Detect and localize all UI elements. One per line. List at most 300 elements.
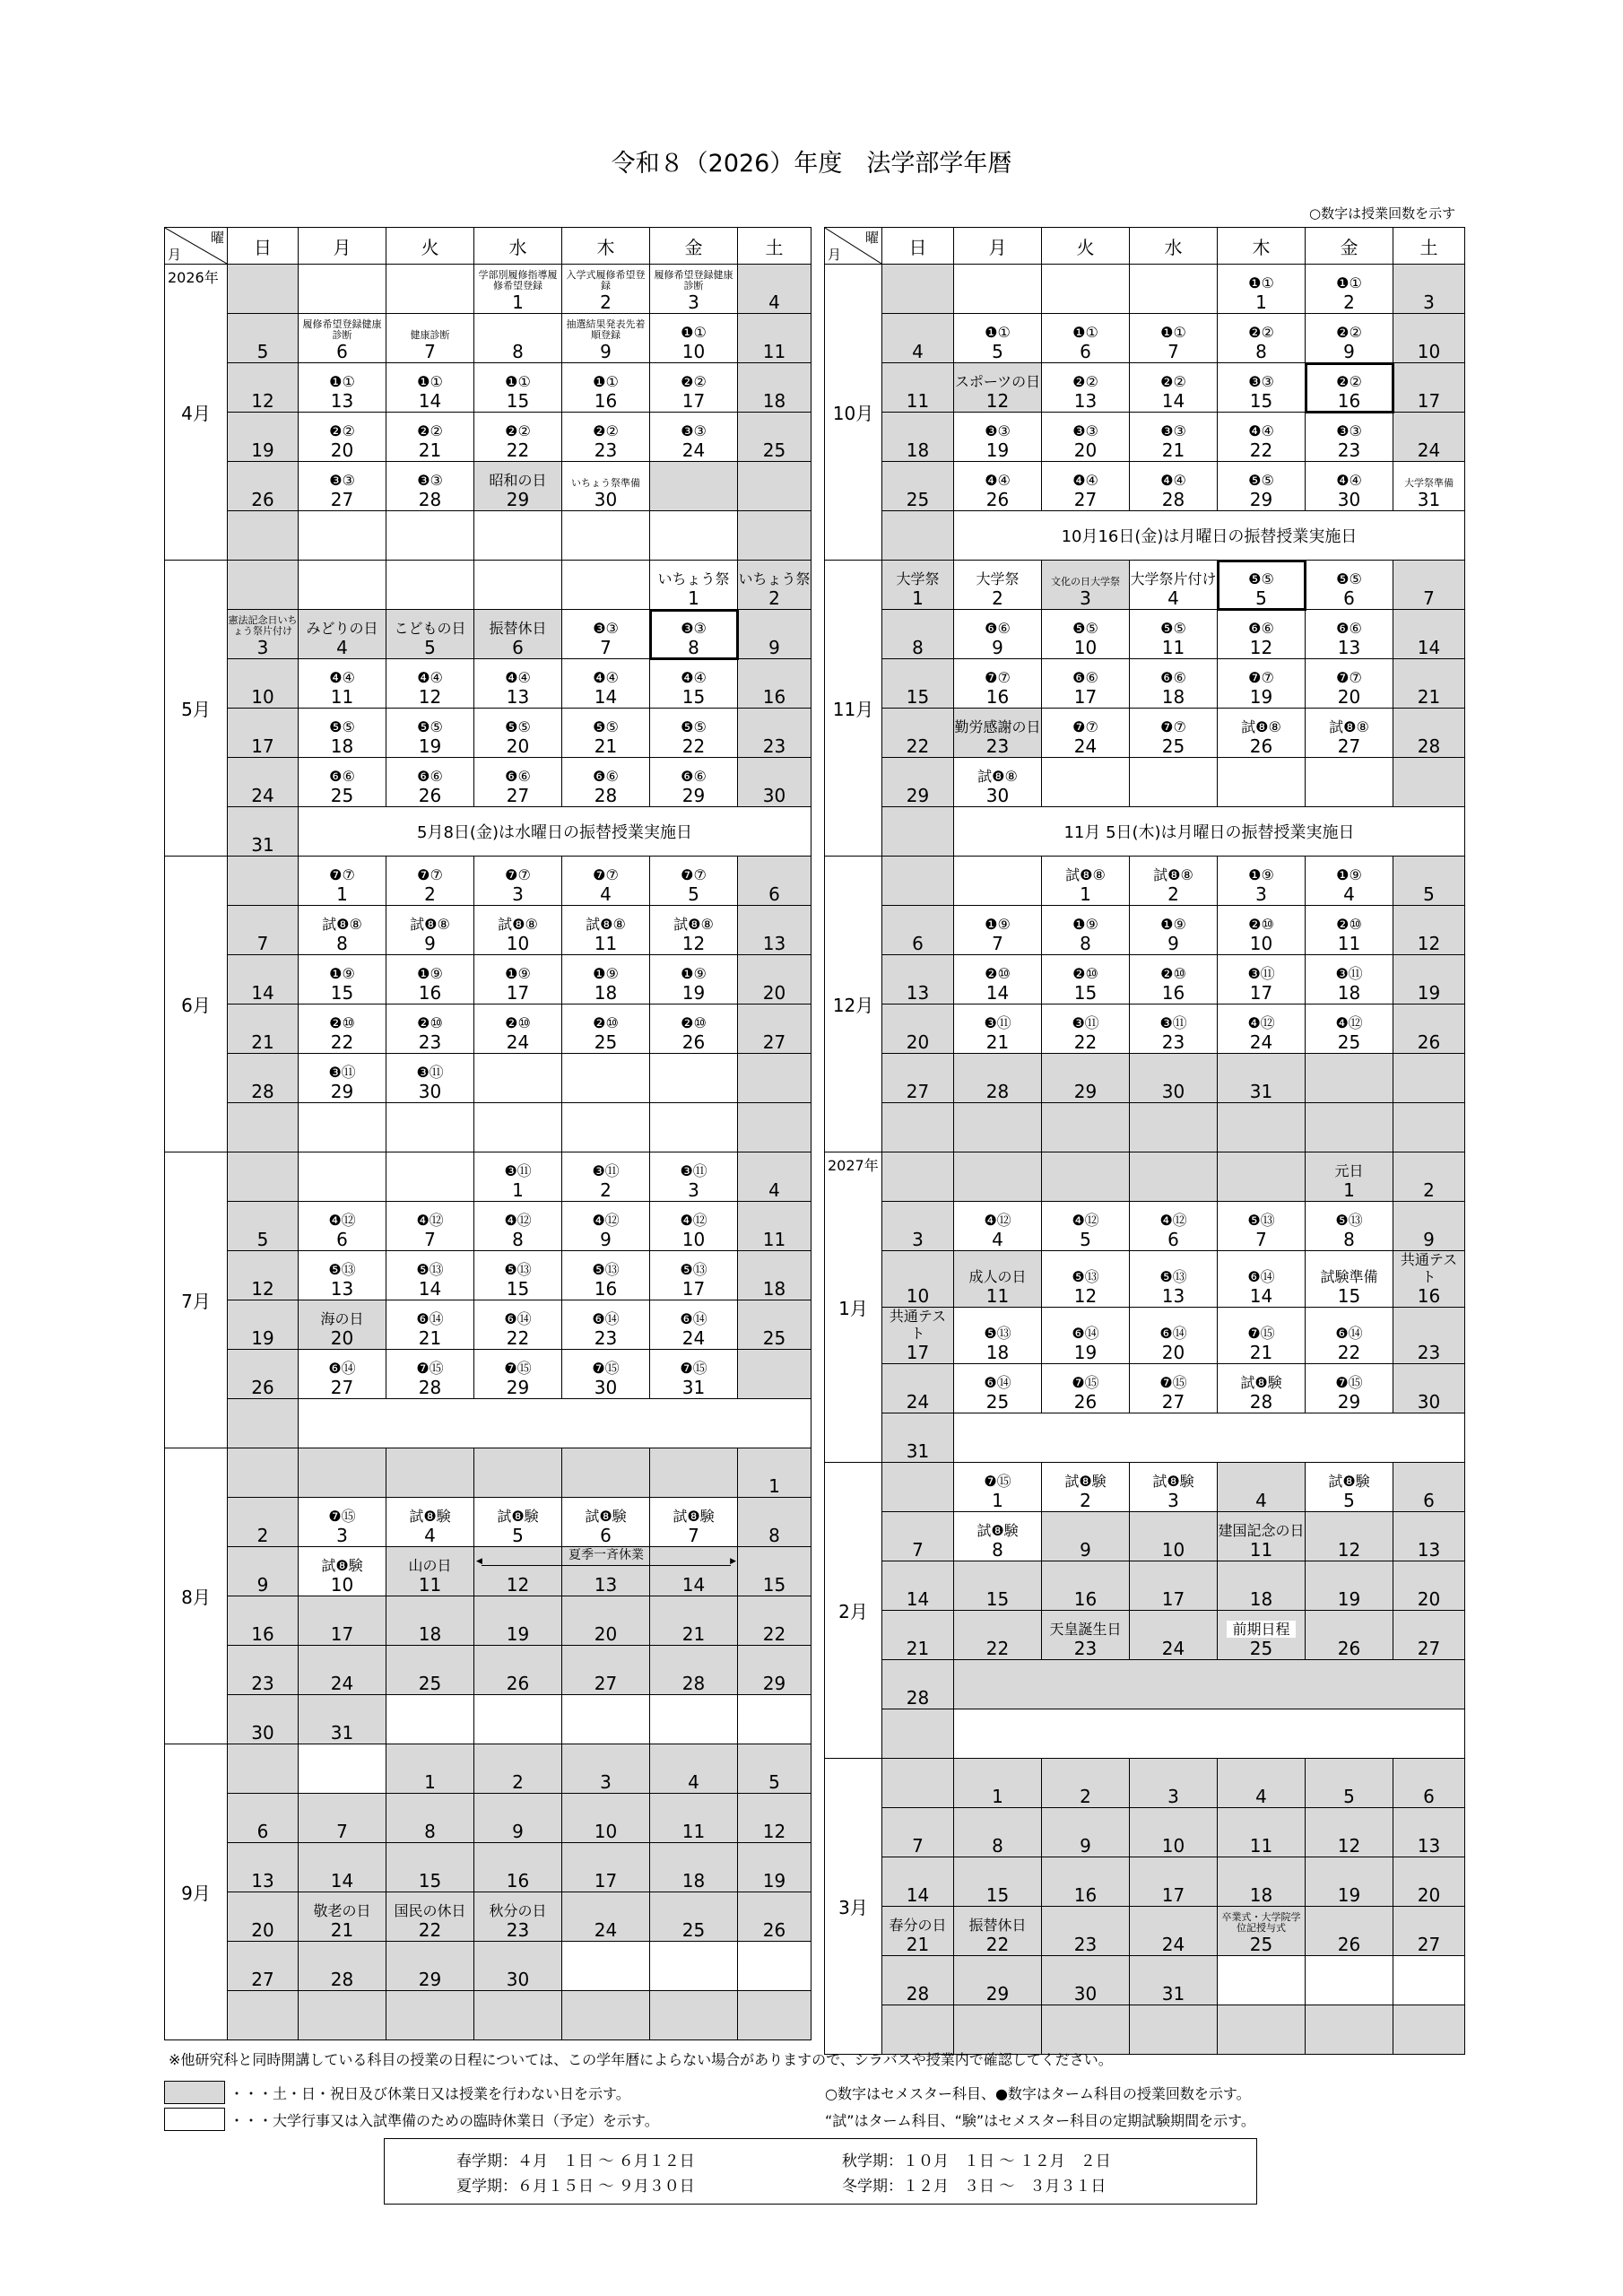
day-number: 5 [992,341,1003,362]
day-number: 9 [1343,341,1355,362]
day-cell [1393,1251,1465,1308]
day-number: 7 [424,1229,436,1250]
day-cell [1306,1561,1393,1611]
day-cell [386,1251,474,1300]
day-event: ❻⑥ [593,768,619,785]
day-number: 30 [1337,489,1361,510]
day-number: 2 [1423,1179,1435,1201]
corner-cell [165,228,228,265]
day-number: 23 [418,1031,442,1053]
day-event: 春分の日 [889,1917,947,1934]
day-number: 26 [251,1377,274,1398]
day-number: 22 [985,1934,1010,1955]
calendar-week-row [165,906,812,955]
day-cell [562,511,650,561]
day-number: 30 [1073,1983,1098,2005]
day-number: 17 [681,1278,706,1300]
day-cell [954,1251,1042,1308]
day-cell [386,462,474,511]
day-event: 大学祭 [896,570,940,587]
day-number: 8 [1080,933,1091,954]
day-cell [562,1004,650,1054]
day-event: 振替休日 [968,1917,1027,1934]
day-number: 3 [256,637,269,658]
day-number: 15 [1073,982,1098,1004]
day-cell [650,1646,738,1695]
day-event: 元日 [1334,1162,1364,1179]
day-number: 17 [1417,390,1441,412]
day-cell [1393,1364,1465,1413]
day-event: ❷② [1336,324,1362,341]
day-number: 10 [594,1821,618,1842]
day-cell [1393,659,1465,709]
day-event: ❷② [1072,373,1098,390]
day-cell [1306,1202,1393,1251]
day-cell [1130,1857,1218,1907]
day-event: いちょう祭 [657,570,730,587]
day-number: 16 [506,1870,530,1892]
day-cell [882,758,954,807]
day-cell [1042,2005,1130,2055]
day-cell [228,1991,299,2040]
day-number: 22 [1073,1031,1098,1053]
day-cell [474,1744,562,1794]
day-number: 26 [506,1673,530,1694]
calendar-week-row [165,1251,812,1300]
day-number: 3 [1080,587,1091,609]
day-number: 9 [600,341,612,362]
month-label [825,1759,882,2055]
day-number: 26 [251,489,274,510]
day-number: 23 [506,1919,530,1941]
day-cell [1218,906,1306,955]
day-number: 15 [506,1278,530,1300]
day-event: ❻⑥ [417,768,443,785]
day-cell [1130,1512,1218,1561]
day-cell [474,709,562,758]
day-number: 7 [912,1835,924,1857]
day-cell [954,1413,1465,1463]
day-number: 20 [330,1327,354,1349]
day-cell [738,1202,812,1251]
day-cell [562,1942,650,1991]
day-cell [954,462,1042,511]
day-cell [1218,1054,1306,1103]
day-cell [474,511,562,561]
day-cell [650,1695,738,1744]
day-cell [1130,1759,1218,1808]
day-cell [954,659,1042,709]
day-cell [738,265,812,314]
day-number: 3 [512,883,524,905]
day-number: 2 [1080,1490,1091,1511]
day-cell [1130,2005,1218,2055]
day-cell [562,1794,650,1843]
day-cell [1306,857,1393,906]
day-cell [299,265,386,314]
day-cell [1042,1004,1130,1054]
day-cell [954,1054,1042,1103]
day-event: 夏季一斉休業 [568,1548,644,1562]
day-cell [1042,1759,1130,1808]
day-number: 14 [418,1278,442,1300]
day-number: 27 [1417,1934,1441,1955]
day-number: 14 [330,1870,354,1892]
day-number: 26 [1337,1934,1361,1955]
day-number: 18 [1161,686,1185,708]
day-number: 2 [600,1179,612,1201]
day-number: 31 [1249,1081,1273,1102]
calendar-week-row [825,610,1465,659]
day-event: ❻⑥ [1160,669,1186,686]
day-number: 16 [1337,390,1361,412]
day-number: 29 [506,1377,530,1398]
day-number: 23 [1073,1934,1098,1955]
day-number: 13 [1417,1539,1441,1561]
day-number: 18 [985,1342,1010,1363]
day-cell [299,906,386,955]
calendar-week-row [165,1202,812,1251]
day-number: 26 [1417,1031,1441,1053]
day-cell [954,955,1042,1004]
term-summer: 夏学期：６月１５日 ～ ９月３０日 [456,2178,695,2196]
day-event: ❷⑩ [593,1014,619,1031]
day-event: ❻⑭ [1247,1268,1275,1285]
day-cell [882,1004,954,1054]
day-number: 4 [768,291,780,313]
corner-month-label: 月 [168,247,182,263]
day-cell [299,1152,386,1202]
day-number: 30 [1161,1081,1185,1102]
calendar-week-row [165,1547,812,1596]
weekday-header: 日 [228,228,299,265]
day-event: 入学式履修希望登録 [566,269,646,291]
day-number: 29 [762,1673,786,1694]
day-cell [228,955,299,1004]
day-event: 試❽験 [497,1508,539,1525]
day-event: ❻⑭ [1072,1325,1099,1342]
day-event: ❸③ [1336,422,1362,439]
day-cell [1218,1907,1306,1956]
calendar-week-row [825,561,1465,610]
day-number: 15 [506,390,530,412]
day-event: 試❽⑧ [410,916,450,933]
day-event: ❼⑮ [680,1360,707,1377]
day-cell [228,1794,299,1843]
day-cell [1393,413,1465,462]
day-cell [474,1498,562,1547]
day-cell [1393,906,1465,955]
day-cell [1218,561,1306,610]
day-event: ❻⑭ [1159,1325,1187,1342]
calendar-week-row [165,1399,812,1448]
day-cell [562,1103,650,1152]
day-event: ❻⑭ [984,1374,1011,1391]
day-cell [954,1103,1042,1152]
day-number: 1 [688,587,699,609]
weekday-header: 月 [954,228,1042,265]
day-number: 11 [1249,1539,1273,1561]
day-number: 31 [330,1722,354,1744]
corner-cell [825,228,882,265]
legend-gray-box [164,2081,225,2104]
day-number: 12 [251,390,274,412]
day-cell [1042,1956,1130,2005]
calendar-week-row [825,1759,1465,1808]
calendar-left [164,227,812,2040]
day-number: 17 [1073,686,1098,708]
day-number: 26 [418,785,442,806]
day-number: 25 [1161,735,1185,757]
day-event: ❶① [593,373,619,390]
day-number: 15 [985,1588,1010,1610]
day-number: 27 [330,1377,354,1398]
day-cell [1306,1308,1393,1364]
day-cell [228,758,299,807]
day-cell [228,1350,299,1399]
day-event: 試❽⑧ [977,768,1018,785]
day-cell [1393,2005,1465,2055]
day-cell [562,1251,650,1300]
day-number: 11 [762,341,786,362]
month-label [165,561,228,857]
day-cell [1042,1512,1130,1561]
month-name: 6月 [181,995,211,1016]
day-cell [474,1646,562,1695]
day-number: 21 [1417,686,1441,708]
day-event: 憲法記念日いちょう祭片付け [228,614,298,637]
day-number: 21 [594,735,618,757]
day-number: 30 [418,1081,442,1102]
day-event: ❻⑥ [1248,620,1274,637]
day-number: 29 [1249,489,1273,510]
day-number: 5 [424,637,436,658]
day-number: 25 [1337,1031,1361,1053]
day-number: 6 [256,1821,269,1842]
day-cell [882,1251,954,1308]
day-number: 2 [256,1525,269,1546]
day-number: 5 [688,883,699,905]
day-cell [650,363,738,413]
day-cell [386,1892,474,1942]
day-number: 31 [251,834,274,856]
day-number: 15 [330,982,354,1004]
day-event: ❻⑭ [592,1310,620,1327]
day-number: 4 [912,341,924,362]
day-cell [1218,709,1306,758]
day-event: ❷⑩ [417,1014,443,1031]
day-cell [650,1991,738,2040]
year-label: 2027年 [828,1157,879,1174]
day-number: 10 [681,341,706,362]
day-cell [650,511,738,561]
day-cell [228,1202,299,1251]
day-number: 3 [912,1229,924,1250]
calendar-week-row [825,659,1465,709]
day-event: ❸③ [681,620,707,637]
day-cell [562,363,650,413]
day-cell [954,1857,1042,1907]
day-event: ❼⑮ [1247,1325,1275,1342]
day-number: 29 [1073,1081,1098,1102]
day-event: 海の日 [320,1310,364,1327]
day-cell [299,462,386,511]
day-event: ❼⑮ [1072,1374,1099,1391]
day-event: ❶① [1072,324,1098,341]
calendar-week-row [165,413,812,462]
day-number: 18 [906,439,930,461]
day-number: 17 [906,1342,930,1363]
day-number: 28 [330,1969,354,1990]
day-cell [386,1103,474,1152]
day-number: 23 [594,1327,618,1349]
day-number: 16 [594,390,618,412]
day-cell [228,363,299,413]
calendar-week-row [825,1660,1465,1709]
day-cell [228,1300,299,1350]
month-name: 11月 [832,699,874,720]
day-number: 22 [762,1623,786,1645]
day-event: 共通テスト [1400,1251,1458,1285]
day-event: スポーツの日 [954,373,1041,390]
day-event: ❹④ [681,669,707,686]
day-cell [474,610,562,659]
day-number: 20 [906,1031,930,1053]
day-cell [1042,709,1130,758]
day-number: 27 [330,489,354,510]
day-cell [474,1892,562,1942]
day-number: 15 [681,686,706,708]
day-cell [1393,1308,1465,1364]
day-event: 成人の日 [968,1268,1027,1285]
day-cell [650,561,738,610]
day-cell [562,955,650,1004]
day-number: 16 [985,686,1010,708]
day-cell [1130,1561,1218,1611]
day-number: 24 [594,1919,618,1941]
day-number: 13 [330,390,354,412]
day-number: 13 [762,933,786,954]
day-event: 大学祭片付け [1130,570,1217,587]
day-number: 16 [1161,982,1185,1004]
day-cell [299,955,386,1004]
day-cell [738,1300,812,1350]
day-cell [1218,314,1306,363]
day-number: 17 [1161,1884,1185,1906]
day-number: 7 [600,637,612,658]
day-number: 3 [1255,883,1267,905]
day-number: 8 [1255,341,1267,362]
day-number: 25 [1249,1638,1273,1659]
day-number: 28 [418,489,442,510]
day-number: 18 [594,982,618,1004]
day-cell [1306,1808,1393,1857]
day-number: 31 [1161,1983,1185,2005]
day-cell [738,1054,812,1103]
calendar-week-row [165,758,812,807]
day-number: 22 [1337,1342,1361,1363]
day-cell [474,1350,562,1399]
day-event: ❺⑤ [1160,620,1186,637]
day-number: 30 [1417,1391,1441,1413]
day-cell [1042,413,1130,462]
day-number: 10 [506,933,530,954]
day-number: 21 [251,1031,274,1053]
calendar-week-row [165,1892,812,1942]
day-cell [738,758,812,807]
day-event: ❼⑮ [592,1360,620,1377]
day-cell [299,1350,386,1399]
day-cell [882,1660,954,1709]
day-cell [738,955,812,1004]
day-number: 14 [985,982,1010,1004]
calendar-week-row [825,363,1465,413]
day-number: 24 [906,1391,930,1413]
day-cell [1306,1152,1393,1202]
day-event: ❸③ [985,422,1011,439]
day-cell [228,807,299,857]
day-cell [882,1364,954,1413]
day-cell [1218,1956,1306,2005]
day-number: 16 [251,1623,274,1645]
day-cell [474,1991,562,2040]
day-number: 18 [1337,982,1361,1004]
day-number: 7 [992,933,1003,954]
day-number: 21 [1249,1342,1273,1363]
day-cell [1042,1152,1130,1202]
calendar-week-row [825,462,1465,511]
day-number: 28 [1417,735,1441,757]
day-number: 30 [762,785,786,806]
day-number: 9 [600,1229,612,1250]
day-number: 12 [681,933,706,954]
day-number: 14 [681,1574,706,1596]
day-number: 20 [506,735,530,757]
day-cell [882,1103,954,1152]
day-cell [299,1448,386,1498]
day-cell [1042,610,1130,659]
calendar-week-row [825,709,1465,758]
day-cell [1306,1054,1393,1103]
day-number: 5 [256,341,269,362]
day-cell [738,857,812,906]
day-number: 3 [1167,1490,1179,1511]
day-number: 27 [1417,1638,1441,1659]
day-cell [954,906,1042,955]
calendar-week-row [165,1103,812,1152]
day-cell [474,1448,562,1498]
day-cell [650,1498,738,1547]
calendar-week-row [825,906,1465,955]
day-number: 19 [762,1870,786,1892]
month-label [825,857,882,1152]
day-number: 27 [1073,489,1098,510]
day-cell [650,709,738,758]
day-number: 4 [1167,587,1179,609]
day-number: 6 [336,341,348,362]
calendar-week-row [825,1956,1465,2005]
calendar-week-row [825,1907,1465,1956]
day-event: ❸③ [1160,422,1186,439]
day-event: ❸⑪ [592,1162,620,1179]
day-cell [1393,955,1465,1004]
day-event: みどりの日 [306,620,378,637]
day-cell [954,1907,1042,1956]
day-number: 10 [906,1285,930,1307]
day-cell [1306,561,1393,610]
day-cell [954,1308,1042,1364]
day-cell [954,363,1042,413]
